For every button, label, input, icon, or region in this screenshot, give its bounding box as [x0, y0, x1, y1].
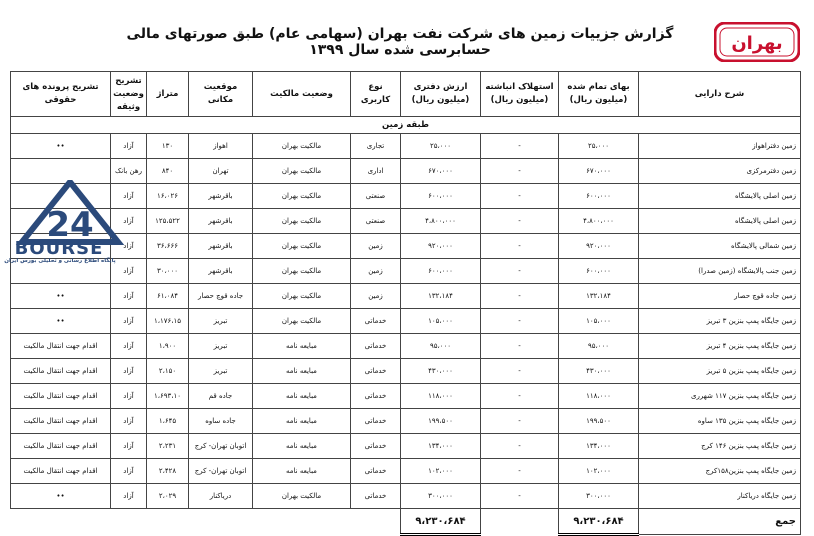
row-collateral: رهن بانک — [111, 159, 147, 184]
row-depreciation: - — [481, 484, 559, 509]
row-area: ۱۲۵،۵۲۲ — [147, 209, 189, 234]
row-area: ۱۳۰ — [147, 134, 189, 159]
row-usage: خدماتی — [351, 334, 401, 359]
header-book-value: ارزش دفتری (میلیون ریال) — [401, 72, 481, 117]
row-location: اتوبان تهران- کرج — [189, 434, 253, 459]
row-depreciation: - — [481, 159, 559, 184]
row-collateral: آزاد — [111, 384, 147, 409]
header-desc: شرح دارایی — [639, 72, 801, 117]
table-row — [11, 359, 801, 384]
row-ownership: مالکیت بهران — [253, 159, 351, 184]
row-legal: اقدام جهت انتقال مالکیت — [11, 384, 111, 409]
row-depreciation: - — [481, 409, 559, 434]
total-book-value: ۹،۲۳۰،۶۸۴ — [401, 509, 481, 535]
row-book-value: ۶۰۰،۰۰۰ — [401, 259, 481, 284]
row-desc: زمین شمالی پالایشگاه — [639, 234, 801, 259]
row-ownership: مبایعه نامه — [253, 334, 351, 359]
logo-text: بهران — [731, 33, 783, 54]
table-row — [11, 484, 801, 509]
row-cost: ۱۱۸،۰۰۰ — [559, 384, 639, 409]
row-depreciation: - — [481, 284, 559, 309]
row-legal: اقدام جهت انتقال مالکیت — [11, 409, 111, 434]
total-label: جمع — [639, 509, 801, 535]
row-depreciation: - — [481, 359, 559, 384]
row-ownership: مالکیت بهران — [253, 309, 351, 334]
row-area: ۸۴۰ — [147, 159, 189, 184]
row-usage: زمین — [351, 234, 401, 259]
row-location: دریاکنار — [189, 484, 253, 509]
row-cost: ۱۳۲،۱۸۴ — [559, 284, 639, 309]
table-row — [11, 134, 801, 159]
header-depreciation: استهلاک انباشته (میلیون ریال) — [481, 72, 559, 117]
row-location: باقرشهر — [189, 234, 253, 259]
row-book-value: ۴،۸۰۰،۰۰۰ — [401, 209, 481, 234]
row-ownership: مبایعه نامه — [253, 459, 351, 484]
row-usage: تجاری — [351, 134, 401, 159]
watermark-brand: BOURSE — [14, 238, 104, 259]
table-row — [11, 409, 801, 434]
total-blank — [481, 509, 559, 535]
row-legal: اقدام جهت انتقال مالکیت — [11, 359, 111, 384]
row-cost: ۱۳۴،۰۰۰ — [559, 434, 639, 459]
row-cost: ۱۹۹،۵۰۰ — [559, 409, 639, 434]
row-location: تبریز — [189, 309, 253, 334]
header-row — [11, 72, 801, 117]
row-location: باقرشهر — [189, 209, 253, 234]
row-ownership: مالکیت بهران — [253, 234, 351, 259]
total-blank-rest — [11, 509, 401, 535]
row-depreciation: - — [481, 259, 559, 284]
row-book-value: ۲۵،۰۰۰ — [401, 134, 481, 159]
row-usage: خدماتی — [351, 484, 401, 509]
row-depreciation: - — [481, 434, 559, 459]
row-cost: ۲۵،۰۰۰ — [559, 134, 639, 159]
row-ownership: مالکیت بهران — [253, 184, 351, 209]
row-usage: خدماتی — [351, 434, 401, 459]
row-ownership: مالکیت بهران — [253, 259, 351, 284]
row-desc: زمین جاده قوچ حصار — [639, 284, 801, 309]
row-collateral: آزاد — [111, 309, 147, 334]
watermark-tagline: پایگاه اطلاع رسانی و تحلیلی بورس ایران — [4, 258, 116, 264]
row-collateral: آزاد — [111, 209, 147, 234]
row-depreciation: - — [481, 384, 559, 409]
row-collateral: آزاد — [111, 134, 147, 159]
row-cost: ۶۰۰،۰۰۰ — [559, 259, 639, 284]
row-usage: صنعتی — [351, 209, 401, 234]
total-cost: ۹،۲۳۰،۶۸۴ — [559, 509, 639, 535]
total-row — [11, 509, 801, 535]
header-cost: بهای تمام شده (میلیون ریال) — [559, 72, 639, 117]
row-legal: •• — [11, 484, 111, 509]
row-desc: زمین جایگاه پمپ بنزین۱۵۸کرج — [639, 459, 801, 484]
row-area: ۱۶،۰۲۶ — [147, 184, 189, 209]
row-book-value: ۹۲۰،۰۰۰ — [401, 234, 481, 259]
row-location: جاده ساوه — [189, 409, 253, 434]
row-desc: زمین جایگاه پمپ بنزین ۳ تبریز — [639, 309, 801, 334]
row-collateral: آزاد — [111, 409, 147, 434]
row-location: اتوبان تهران- کرج — [189, 459, 253, 484]
row-depreciation: - — [481, 209, 559, 234]
row-book-value: ۱۰۲،۰۰۰ — [401, 459, 481, 484]
row-collateral: آزاد — [111, 284, 147, 309]
row-depreciation: - — [481, 134, 559, 159]
row-ownership: مالکیت بهران — [253, 284, 351, 309]
row-cost: ۹۲۰،۰۰۰ — [559, 234, 639, 259]
table-row — [11, 234, 801, 259]
row-location: باقرشهر — [189, 184, 253, 209]
table-row — [11, 434, 801, 459]
row-area: ۳۶،۶۶۶ — [147, 234, 189, 259]
header-location: موقعیت مکانی — [189, 72, 253, 117]
row-legal: •• — [11, 134, 111, 159]
row-area: ۶۱،۰۸۴ — [147, 284, 189, 309]
table-row — [11, 334, 801, 359]
row-location: تبریز — [189, 334, 253, 359]
row-book-value: ۱۰۵،۰۰۰ — [401, 309, 481, 334]
header-collateral: تشریح وضعیت وثیقه — [111, 72, 147, 117]
header-area: متراژ — [147, 72, 189, 117]
land-details-table — [10, 71, 801, 536]
row-book-value: ۱۱۸،۰۰۰ — [401, 384, 481, 409]
row-usage: خدماتی — [351, 459, 401, 484]
row-ownership: مبایعه نامه — [253, 384, 351, 409]
row-location: تبریز — [189, 359, 253, 384]
row-ownership: مالکیت بهران — [253, 484, 351, 509]
row-collateral: آزاد — [111, 234, 147, 259]
section-row — [11, 117, 801, 134]
row-cost: ۶۷۰،۰۰۰ — [559, 159, 639, 184]
row-desc: زمین دفترمرکزی — [639, 159, 801, 184]
row-legal: •• — [11, 309, 111, 334]
row-area: ۱،۶۹۳،۱۰ — [147, 384, 189, 409]
table-row — [11, 159, 801, 184]
row-usage: زمین — [351, 284, 401, 309]
row-legal: اقدام جهت انتقال مالکیت — [11, 434, 111, 459]
row-collateral: آزاد — [111, 484, 147, 509]
row-book-value: ۱۹۹،۵۰۰ — [401, 409, 481, 434]
table-row — [11, 209, 801, 234]
row-usage: زمین — [351, 259, 401, 284]
row-location: باقرشهر — [189, 259, 253, 284]
row-legal: اقدام جهت انتقال مالکیت — [11, 334, 111, 359]
row-book-value: ۶۰۰،۰۰۰ — [401, 184, 481, 209]
row-depreciation: - — [481, 309, 559, 334]
row-ownership: مبایعه نامه — [253, 409, 351, 434]
row-desc: زمین جایگاه پمپ بنزین ۵ تبریز — [639, 359, 801, 384]
row-usage: خدماتی — [351, 309, 401, 334]
report-title: گزارش جزییات زمین های شرکت نفت بهران (سهامی عام) طبق صورتهای مالی حسابرسی شده سال ۱۳۹۹ — [126, 26, 674, 58]
row-desc: زمین جایگاه پمپ بنزین ۴ تبریز — [639, 334, 801, 359]
row-area: ۲،۰۲۹ — [147, 484, 189, 509]
row-cost: ۴۳۰،۰۰۰ — [559, 359, 639, 384]
table-row — [11, 459, 801, 484]
watermark-number: 24 — [46, 205, 94, 245]
table-row — [11, 184, 801, 209]
row-ownership: مبایعه نامه — [253, 434, 351, 459]
row-usage: خدماتی — [351, 384, 401, 409]
table-row — [11, 384, 801, 409]
row-location: جاده قوچ حصار — [189, 284, 253, 309]
section-label: طبقه زمین — [11, 117, 801, 134]
row-cost: ۹۵،۰۰۰ — [559, 334, 639, 359]
row-location: جاده قم — [189, 384, 253, 409]
row-ownership: مالکیت بهران — [253, 209, 351, 234]
row-cost: ۱۰۵،۰۰۰ — [559, 309, 639, 334]
row-book-value: ۱۳۴،۰۰۰ — [401, 434, 481, 459]
row-book-value: ۱۳۲،۱۸۴ — [401, 284, 481, 309]
row-book-value: ۶۷۰،۰۰۰ — [401, 159, 481, 184]
row-desc: زمین جایگاه پمپ بنزین ۱۳۵ ساوه — [639, 409, 801, 434]
row-area: ۱،۹۰۰ — [147, 334, 189, 359]
row-area: ۲،۱۵۰ — [147, 359, 189, 384]
row-location: اهواز — [189, 134, 253, 159]
row-ownership: مبایعه نامه — [253, 359, 351, 384]
behran-logo — [714, 22, 800, 62]
row-usage: خدماتی — [351, 409, 401, 434]
row-usage: اداری — [351, 159, 401, 184]
row-ownership: مالکیت بهران — [253, 134, 351, 159]
row-legal: اقدام جهت انتقال مالکیت — [11, 459, 111, 484]
header-legal: تشریح پرونده های حقوقی — [11, 72, 111, 117]
row-desc: زمین جنب پالایشگاه (زمین صدرا) — [639, 259, 801, 284]
row-collateral: آزاد — [111, 459, 147, 484]
header-ownership: وضعیت مالکیت — [253, 72, 351, 117]
row-desc: زمین جایگاه دریاکنار — [639, 484, 801, 509]
row-usage: خدماتی — [351, 359, 401, 384]
table-row — [11, 284, 801, 309]
row-cost: ۴،۸۰۰،۰۰۰ — [559, 209, 639, 234]
row-desc: زمین اصلی پالایشگاه — [639, 184, 801, 209]
table-row — [11, 259, 801, 284]
row-cost: ۱۰۲،۰۰۰ — [559, 459, 639, 484]
row-collateral: آزاد — [111, 259, 147, 284]
row-area: ۲،۴۲۸ — [147, 459, 189, 484]
row-book-value: ۴۳۰،۰۰۰ — [401, 359, 481, 384]
row-book-value: ۳۰۰،۰۰۰ — [401, 484, 481, 509]
row-collateral: آزاد — [111, 184, 147, 209]
row-collateral: آزاد — [111, 359, 147, 384]
table-row — [11, 309, 801, 334]
row-area: ۱،۱۷۶،۱۵ — [147, 309, 189, 334]
row-collateral: آزاد — [111, 334, 147, 359]
row-desc: زمین اصلی پالایشگاه — [639, 209, 801, 234]
row-depreciation: - — [481, 334, 559, 359]
row-desc: زمین جایگاه پمپ بنزین ۱۴۶ کرج — [639, 434, 801, 459]
row-area: ۱،۶۴۵ — [147, 409, 189, 434]
row-area: ۲،۲۳۱ — [147, 434, 189, 459]
row-depreciation: - — [481, 184, 559, 209]
row-collateral: آزاد — [111, 434, 147, 459]
row-depreciation: - — [481, 459, 559, 484]
row-desc: زمین دفتراهواز — [639, 134, 801, 159]
row-location: تهران — [189, 159, 253, 184]
row-desc: زمین جایگاه پمپ بنزین ۱۱۷ شهرری — [639, 384, 801, 409]
row-depreciation: - — [481, 234, 559, 259]
row-usage: صنعتی — [351, 184, 401, 209]
row-book-value: ۹۵،۰۰۰ — [401, 334, 481, 359]
header-usage: نوع کاربری — [351, 72, 401, 117]
row-legal: •• — [11, 284, 111, 309]
row-cost: ۳۰۰،۰۰۰ — [559, 484, 639, 509]
row-cost: ۶۰۰،۰۰۰ — [559, 184, 639, 209]
row-area: ۳۰،۰۰۰ — [147, 259, 189, 284]
